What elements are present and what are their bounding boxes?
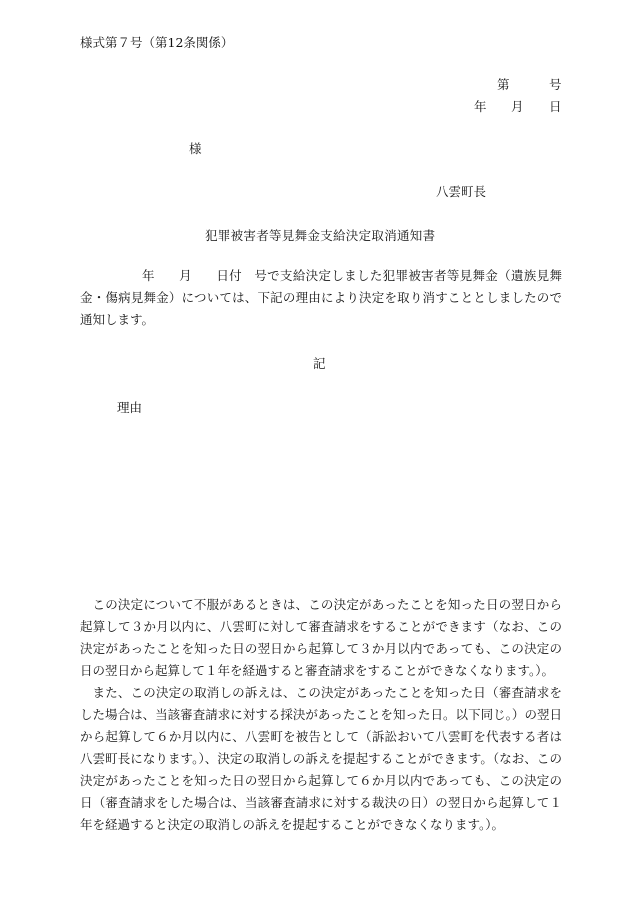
date-year: 年 bbox=[474, 99, 487, 114]
body-date-day: 日付 bbox=[216, 268, 243, 283]
date-day: 日 bbox=[549, 99, 562, 114]
body-paragraph bbox=[80, 265, 562, 331]
body-text: 号で支給決定しました犯罪被害者等見舞金（遺族見舞金・傷病見舞金）については、下記の理由により決定を取り消すこととしましたので通知します。 bbox=[80, 268, 562, 327]
body-date-year: 年 bbox=[142, 268, 155, 283]
ki-mark: 記 bbox=[313, 356, 326, 371]
date-month: 月 bbox=[511, 99, 524, 114]
document-title: 犯罪被害者等見舞金支給決定取消通知書 bbox=[205, 228, 436, 243]
notice-paragraph-2: また、この決定の取消しの訴えは、この決定があったことを知った日（審査請求をした場合は、当該審査請求に対する採決があったことを知った日。以下同じ。）の翌日から起算して６か月以内に、八雲町を被告として（訴訟おいて八雲町を代表する者は八雲町長になります。）、決定の取消しの訴えを提起することができます。（なお、この決定があったことを知った日の翌日から起算して６か月以内であっても、この決定の日（審査請求をした場合は、当該審査請求に対する裁決の日）の翌日から起算して１年を経過すると決定の取消しの訴えを提起することができなくなります。）。 bbox=[80, 685, 562, 832]
addressee-suffix: 様 bbox=[189, 141, 202, 156]
form-label: 様式第７号（第12条関係） bbox=[80, 35, 234, 50]
number-go: 号 bbox=[549, 77, 562, 92]
issuer: 八雲町長 bbox=[436, 184, 487, 199]
body-date-month: 月 bbox=[178, 268, 193, 283]
notice-paragraph-1: この決定について不服があるときは、この決定があったことを知った日の翌日から起算して３か月以内に、八雲町に対して審査請求をすることができます（なお、この決定があったことを知った日の翌日から起算して３か月以内であっても、この決定の日の翌日から起算して１年を経過すると審査請求をすることができなくなります。）。 bbox=[80, 597, 562, 678]
reason-label: 理由 bbox=[117, 400, 143, 415]
number-dai: 第 bbox=[497, 77, 510, 92]
